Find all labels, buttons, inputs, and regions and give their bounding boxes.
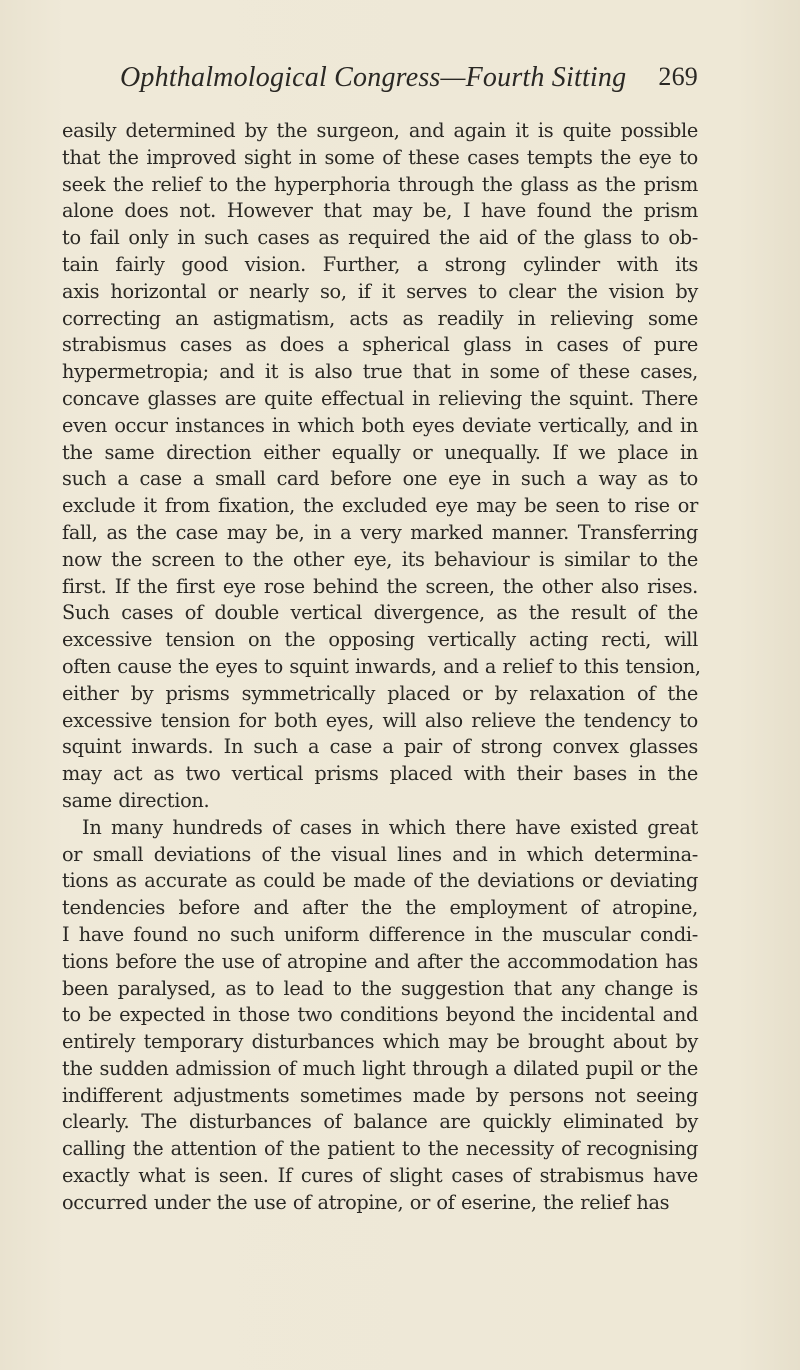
text-line: either by prisms symmetrically placed or by relaxation of the bbox=[62, 681, 698, 705]
text-line: tendencies before and after the the employment of atropine, bbox=[62, 896, 698, 920]
text-line: exactly what is seen. If cures of slight cases of strabismus have bbox=[62, 1164, 698, 1188]
text-line: Such cases of double vertical divergence, as the result of the bbox=[62, 601, 698, 625]
text-line: tions as accurate as could be made of the deviations or deviating bbox=[62, 869, 698, 893]
text-line: strabismus cases as does a spherical glass in cases of pure bbox=[62, 333, 698, 357]
text-line: that the improved sight in some of these cases tempts the eye to bbox=[62, 145, 698, 169]
text-line: exclude it from fixation, the excluded eye may be seen to rise or bbox=[62, 494, 698, 518]
text-line: alone does not. However that may be, I have found the prism bbox=[62, 199, 698, 223]
page-number: 269 bbox=[658, 62, 698, 91]
text-line: been paralysed, as to lead to the suggestion that any change is bbox=[62, 976, 698, 1000]
text-line: tions before the use of atropine and after the accommodation has bbox=[62, 949, 698, 973]
text-line: excessive tension on the opposing vertically acting recti, will bbox=[62, 628, 698, 652]
text-line: clearly. The disturbances of balance are quickly eliminated by bbox=[62, 1110, 698, 1134]
text-line: such a case a small card before one eye in such a way as to bbox=[62, 467, 698, 491]
text-line: the sudden admission of much light through a dilated pupil or the bbox=[62, 1056, 698, 1080]
paragraph-1 bbox=[62, 118, 701, 815]
text-line: or small deviations of the visual lines and in which determina- bbox=[62, 842, 698, 866]
text-line: to fail only in such cases as required the aid of the glass to ob- bbox=[62, 226, 698, 250]
text-line: I have found no such uniform difference in the muscular condi- bbox=[62, 922, 698, 946]
text-line: seek the relief to the hyperphoria through the glass as the prism bbox=[62, 172, 698, 196]
text-line: fall, as the case may be, in a very marked manner. Transferring bbox=[62, 520, 698, 544]
text-line: In many hundreds of cases in which there have existed great bbox=[82, 815, 698, 839]
text-line: may act as two vertical prisms placed with their bases in the bbox=[62, 762, 698, 786]
paragraph-2 bbox=[62, 815, 698, 1217]
text-line: tain fairly good vision. Further, a strong cylinder with its bbox=[62, 252, 698, 276]
text-line: excessive tension for both eyes, will also relieve the tendency to bbox=[62, 708, 698, 732]
text-line: correcting an astigmatism, acts as readily in relieving some bbox=[62, 306, 698, 330]
text-line: first. If the first eye rose behind the screen, the other also rises. bbox=[62, 574, 698, 598]
text-line: same direction. bbox=[62, 788, 210, 812]
text-line: hypermetropia; and it is also true that in some of these cases, bbox=[62, 360, 698, 384]
text-line: concave glasses are quite effectual in relieving the squint. There bbox=[62, 386, 698, 410]
text-line: squint inwards. In such a case a pair of strong convex glasses bbox=[62, 735, 698, 759]
text-line: calling the attention of the patient to the necessity of recognising bbox=[62, 1137, 698, 1161]
text-line: easily determined by the surgeon, and again it is quite possible bbox=[62, 119, 698, 142]
text-line: indifferent adjustments sometimes made by persons not seeing bbox=[62, 1083, 698, 1107]
text-line: to be expected in those two conditions beyond the incidental and bbox=[62, 1003, 698, 1027]
text-line: axis horizontal or nearly so, if it serves to clear the vision by bbox=[62, 279, 698, 303]
text-line: even occur instances in which both eyes deviate vertically, and in bbox=[62, 413, 698, 437]
body-text bbox=[62, 118, 701, 1217]
text-line: the same direction either equally or unequally. If we place in bbox=[62, 440, 698, 464]
text-line: entirely temporary disturbances which may be brought about by bbox=[62, 1030, 698, 1054]
text-line: now the screen to the other eye, its behaviour is similar to the bbox=[62, 547, 698, 571]
text-line: occurred under the use of atropine, or of eserine, the relief has bbox=[62, 1190, 670, 1214]
running-head bbox=[120, 62, 698, 102]
running-head-title: Ophthalmological Congress—Fourth Sitting bbox=[120, 62, 627, 93]
text-line: often cause the eyes to squint inwards, and a relief to this tension, bbox=[62, 654, 701, 678]
